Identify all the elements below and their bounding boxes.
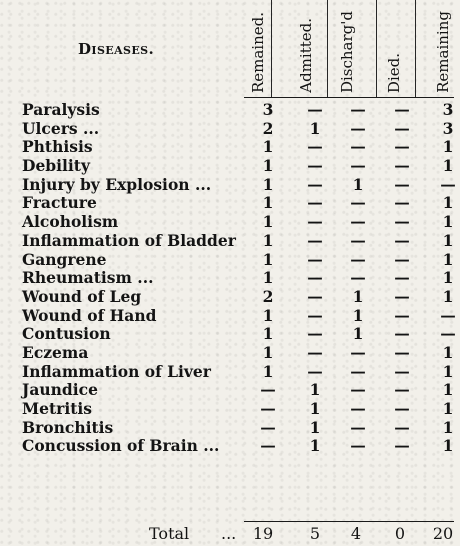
cell-discharged: — — [350, 342, 366, 362]
cell-admitted: 1 — [309, 436, 321, 456]
cell-discharged: — — [350, 399, 366, 418]
cell-remained: 1 — [262, 342, 274, 362]
table-row — [0, 232, 454, 251]
cell-died: — — [394, 118, 410, 138]
cell-discharged: 1 — [352, 324, 364, 344]
cell-discharged: — — [350, 249, 366, 269]
cell-remaining: — — [440, 174, 456, 194]
table-row — [0, 120, 454, 139]
table-body — [0, 101, 454, 456]
table-row — [0, 325, 454, 344]
table-row — [0, 400, 454, 419]
table-row — [0, 437, 454, 456]
disease-label: Debility — [22, 156, 90, 176]
cell-discharged: 1 — [352, 174, 364, 194]
disease-label: Injury by Explosion ... — [22, 174, 212, 194]
cell-discharged: — — [350, 100, 366, 119]
disease-label: Contusion — [22, 324, 111, 344]
table-row — [0, 213, 454, 232]
disease-label: Gangrene — [22, 249, 107, 269]
table-row — [0, 157, 454, 176]
cell-admitted: — — [307, 286, 323, 306]
total-rule — [244, 521, 454, 522]
cell-remaining: 1 — [442, 380, 454, 400]
cell-discharged: — — [350, 436, 366, 456]
column-header-admitted: Admitted. — [297, 18, 315, 93]
cell-discharged: — — [350, 417, 366, 437]
table-row — [0, 194, 454, 213]
cell-died: — — [394, 137, 410, 157]
total-row — [0, 524, 454, 544]
cell-admitted: — — [307, 268, 323, 288]
total-died: 0 — [394, 524, 406, 543]
cell-remaining: 1 — [442, 286, 454, 306]
cell-admitted: — — [307, 249, 323, 269]
cell-remained: 1 — [262, 305, 274, 325]
cell-remained: — — [260, 380, 276, 400]
cell-remained: — — [260, 436, 276, 456]
cell-discharged: — — [350, 380, 366, 400]
table-row — [0, 344, 454, 363]
total-dots: ... — [221, 524, 237, 543]
cell-died: — — [394, 268, 410, 288]
cell-discharged: — — [350, 193, 366, 213]
disease-label: Phthisis — [22, 137, 93, 157]
disease-label: Eczema — [22, 342, 89, 362]
cell-died: — — [394, 361, 410, 381]
table-row — [0, 176, 454, 195]
cell-remaining: 3 — [442, 118, 454, 138]
cell-died: — — [394, 417, 410, 437]
total-label: Total — [149, 524, 190, 543]
column-divider — [271, 0, 272, 98]
cell-died: — — [394, 156, 410, 176]
cell-remaining: 1 — [442, 342, 454, 362]
cell-remained: 2 — [262, 286, 274, 306]
disease-label: Wound of Leg — [22, 286, 142, 306]
cell-admitted: — — [307, 230, 323, 250]
cell-admitted: — — [307, 137, 323, 157]
cell-admitted: 1 — [309, 399, 321, 418]
cell-discharged: — — [350, 230, 366, 250]
disease-label: Inflammation of Liver — [22, 361, 211, 381]
cell-remained: 1 — [262, 174, 274, 194]
cell-remained: 1 — [262, 193, 274, 213]
cell-admitted: — — [307, 212, 323, 232]
cell-remaining: — — [440, 324, 456, 344]
disease-label: Rheumatism ... — [22, 268, 154, 288]
cell-discharged: 1 — [352, 305, 364, 325]
column-header-remaining: Remaining — [434, 11, 452, 93]
cell-remaining: 1 — [442, 268, 454, 288]
cell-remaining: 1 — [442, 193, 454, 213]
column-header-discharged: Discharg'd — [338, 10, 356, 93]
cell-remained: 1 — [262, 361, 274, 381]
table-row — [0, 419, 454, 438]
cell-admitted: — — [307, 156, 323, 176]
cell-remaining: 1 — [442, 399, 454, 418]
total-remained: 19 — [252, 524, 274, 543]
cell-admitted: — — [307, 361, 323, 381]
cell-admitted: — — [307, 342, 323, 362]
disease-label: Wound of Hand — [22, 305, 157, 325]
column-divider — [327, 0, 328, 98]
cell-discharged: — — [350, 361, 366, 381]
disease-label: Concussion of Brain ... — [22, 436, 220, 456]
disease-label: Ulcers ... — [22, 118, 100, 138]
total-remaining: 20 — [432, 524, 454, 543]
cell-remaining: 1 — [442, 156, 454, 176]
cell-died: — — [394, 174, 410, 194]
cell-remaining: 1 — [442, 137, 454, 157]
cell-discharged: — — [350, 268, 366, 288]
cell-remained: 1 — [262, 249, 274, 269]
cell-discharged: 1 — [352, 286, 364, 306]
cell-admitted: — — [307, 174, 323, 194]
cell-admitted: 1 — [309, 417, 321, 437]
cell-died: — — [394, 249, 410, 269]
table-row — [0, 101, 454, 120]
disease-label: Metritis — [22, 399, 93, 418]
table-row — [0, 288, 454, 307]
cell-admitted: — — [307, 100, 323, 119]
column-divider — [415, 0, 416, 98]
cell-remained: 1 — [262, 230, 274, 250]
disease-label: Jaundice — [22, 380, 98, 400]
cell-remaining: 1 — [442, 436, 454, 456]
cell-died: — — [394, 342, 410, 362]
cell-died: — — [394, 100, 410, 119]
cell-discharged: — — [350, 118, 366, 138]
table-row — [0, 381, 454, 400]
table-row — [0, 269, 454, 288]
cell-died: — — [394, 212, 410, 232]
cell-remained: — — [260, 417, 276, 437]
column-header-died: Died. — [385, 52, 403, 93]
total-admitted: 5 — [309, 524, 321, 543]
cell-remained: 2 — [262, 118, 274, 138]
cell-remaining: 3 — [442, 100, 454, 119]
disease-label: Inflammation of Bladder — [22, 230, 236, 250]
cell-discharged: — — [350, 156, 366, 176]
cell-remained: 1 — [262, 268, 274, 288]
cell-remained: 1 — [262, 137, 274, 157]
cell-admitted: — — [307, 324, 323, 344]
cell-remaining: 1 — [442, 361, 454, 381]
header-rule — [244, 97, 454, 98]
cell-remaining: 1 — [442, 249, 454, 269]
table-row — [0, 363, 454, 382]
cell-admitted: 1 — [309, 118, 321, 138]
cell-died: — — [394, 193, 410, 213]
disease-label: Fracture — [22, 193, 97, 213]
cell-remaining: 1 — [442, 230, 454, 250]
cell-remained: 3 — [262, 100, 274, 119]
cell-died: — — [394, 399, 410, 418]
cell-admitted: — — [307, 305, 323, 325]
table-row — [0, 251, 454, 270]
cell-remained: — — [260, 399, 276, 418]
cell-admitted: — — [307, 193, 323, 213]
cell-died: — — [394, 436, 410, 456]
cell-remained: 1 — [262, 156, 274, 176]
cell-died: — — [394, 286, 410, 306]
disease-label: Alcoholism — [22, 212, 119, 232]
cell-died: — — [394, 230, 410, 250]
disease-label: Bronchitis — [22, 417, 114, 437]
cell-admitted: 1 — [309, 380, 321, 400]
disease-label: Paralysis — [22, 100, 100, 119]
column-header-remained: Remained. — [249, 11, 267, 93]
cell-remained: 1 — [262, 212, 274, 232]
table-row — [0, 138, 454, 157]
cell-discharged: — — [350, 212, 366, 232]
row-header-title: Diseases. — [78, 40, 155, 58]
cell-died: — — [394, 324, 410, 344]
cell-remaining: 1 — [442, 417, 454, 437]
cell-died: — — [394, 380, 410, 400]
cell-died: — — [394, 305, 410, 325]
cell-remaining: — — [440, 305, 456, 325]
cell-discharged: — — [350, 137, 366, 157]
table-row — [0, 307, 454, 326]
cell-remained: 1 — [262, 324, 274, 344]
column-divider — [376, 0, 377, 98]
cell-remaining: 1 — [442, 212, 454, 232]
total-discharged: 4 — [350, 524, 362, 543]
